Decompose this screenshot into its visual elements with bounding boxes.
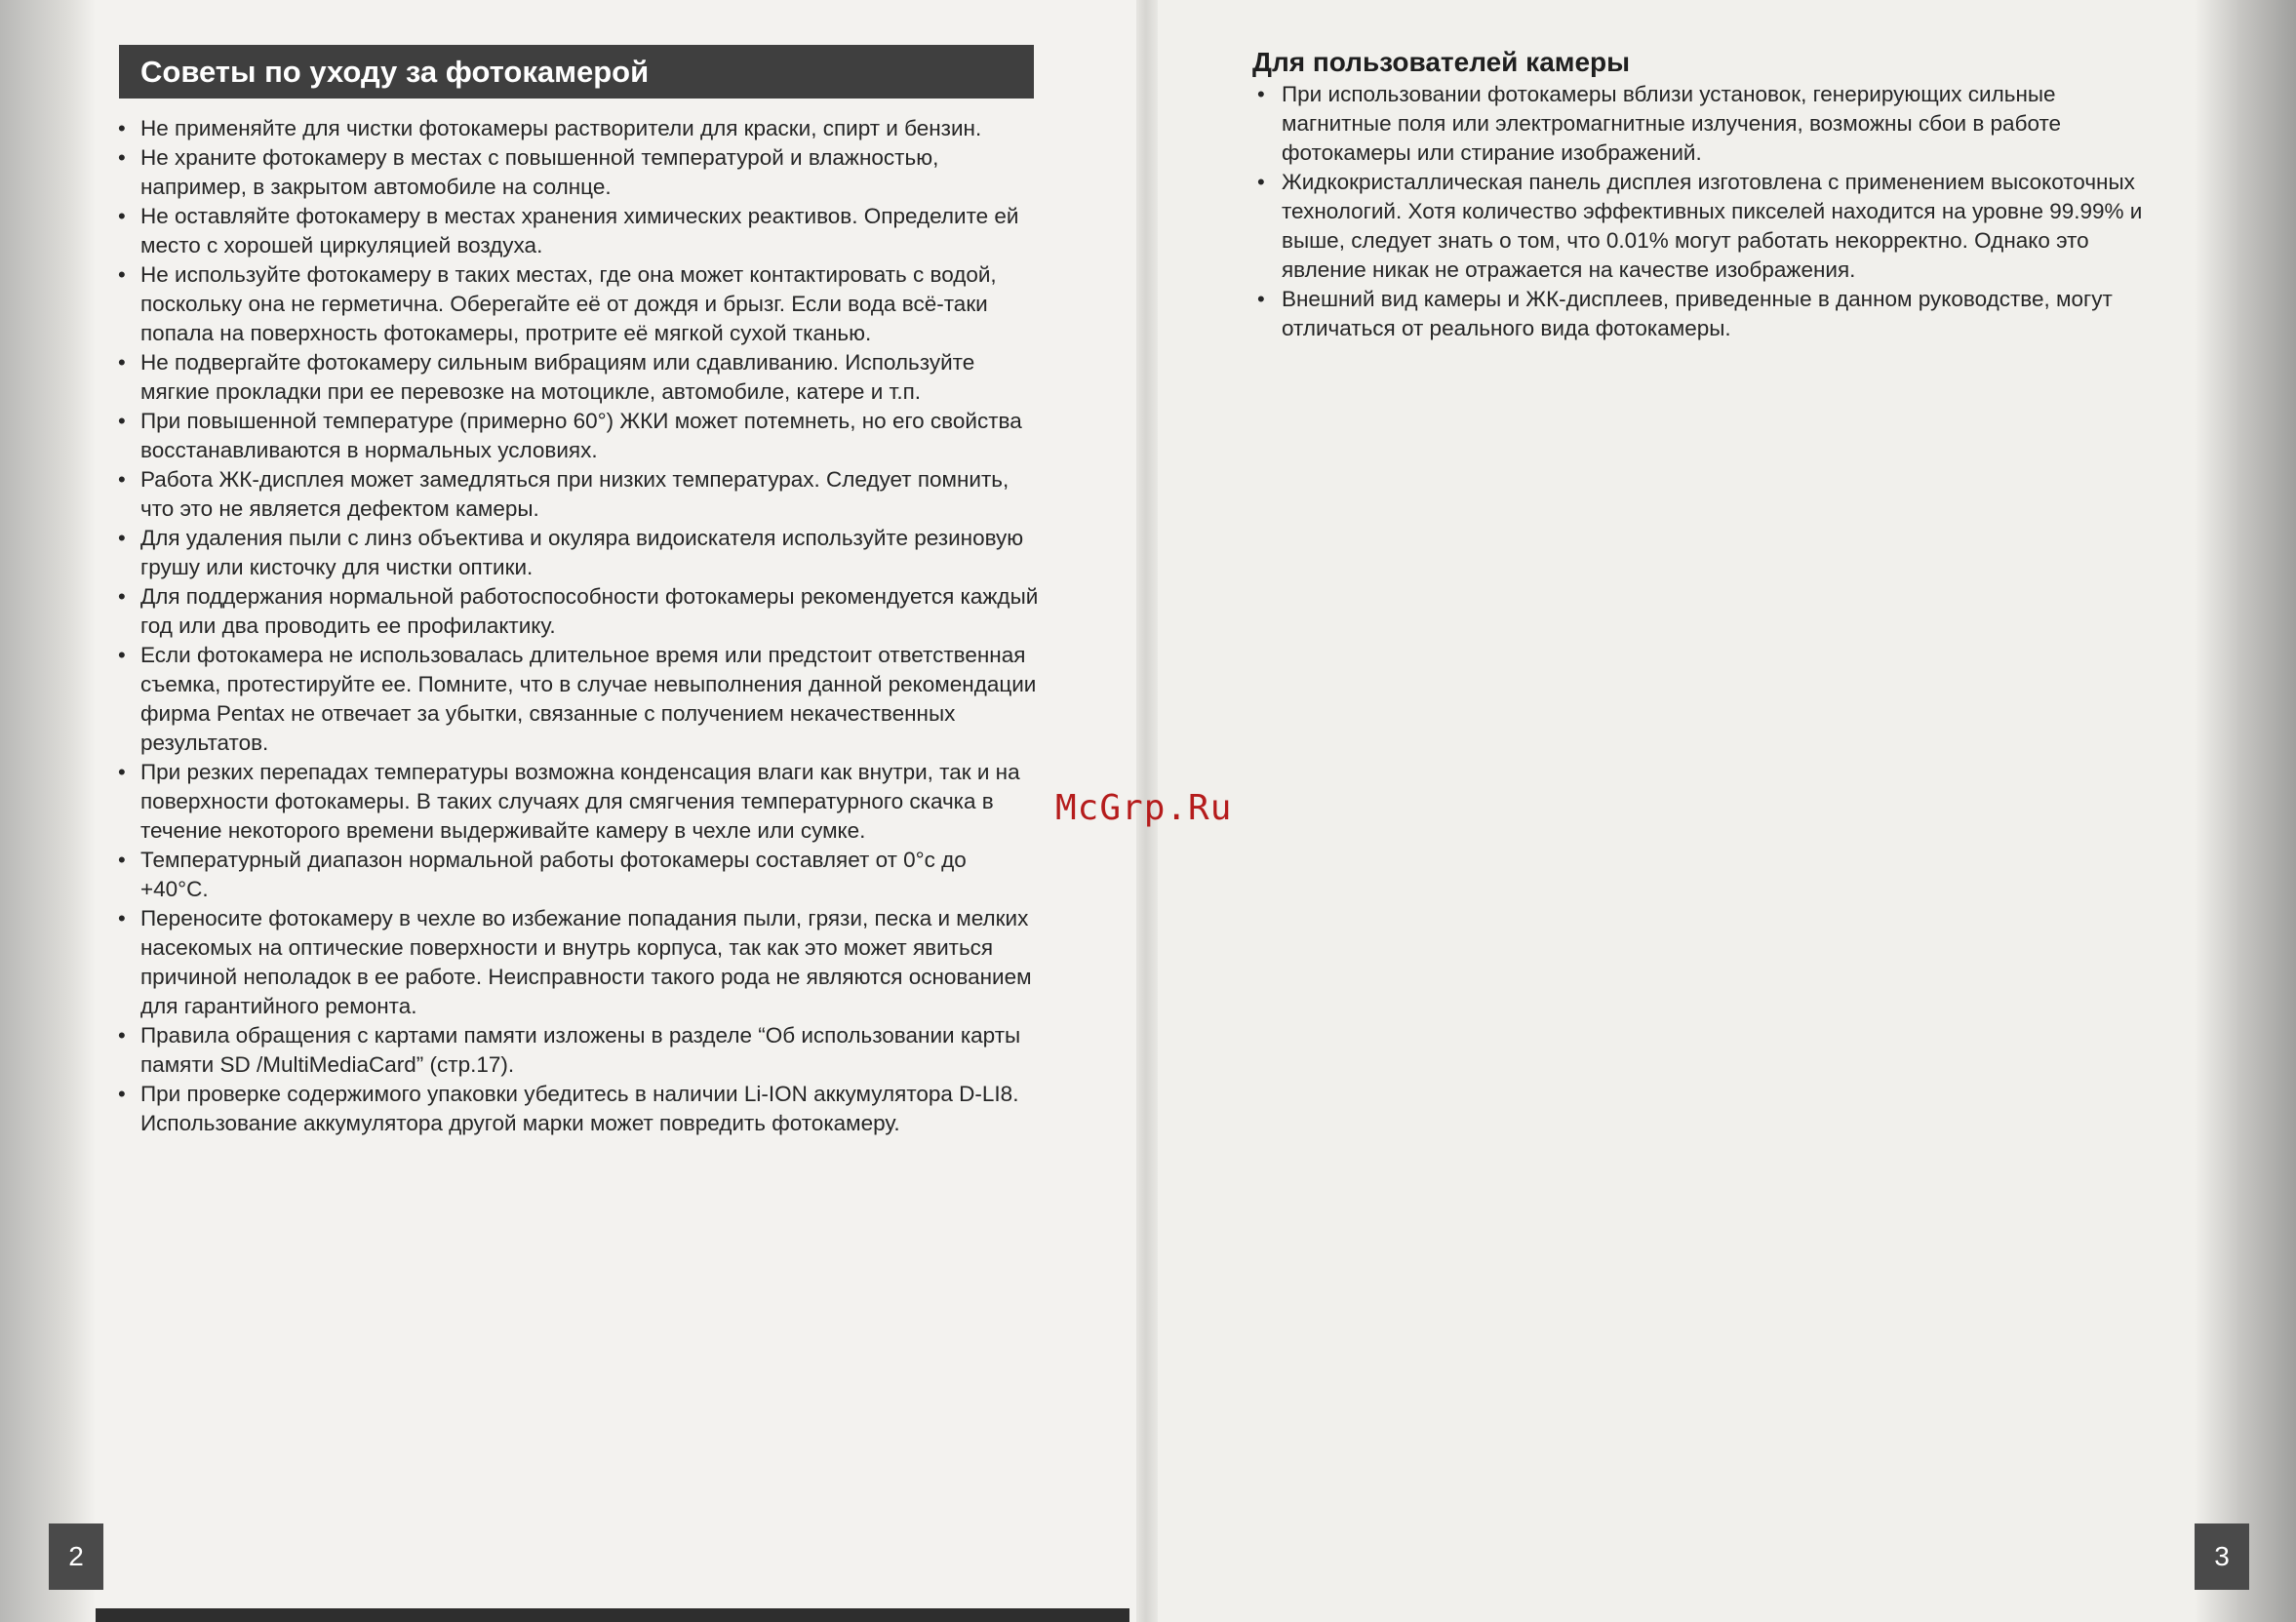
bullet-icon: • <box>118 760 126 784</box>
list-item <box>113 465 1040 524</box>
bullet-icon: • <box>118 526 126 550</box>
list-item <box>113 846 1040 904</box>
info-text: Жидкокристаллическая панель дисплея изготовлена с применением высокоточных технологий. Хотя количество эффективных пикселей находится на уровне 99.99% и выше, следует знать о том, что 0.01% могут работать некорректно. Однако это явление никак не отражается на качестве изображения. <box>1282 170 2143 282</box>
bullet-icon: • <box>1257 82 1265 106</box>
list-item <box>113 1021 1040 1080</box>
list-item <box>113 348 1040 407</box>
care-tips-header: Советы по уходу за фотокамерой <box>119 45 1034 99</box>
tip-text: Не храните фотокамеру в местах с повышенной температурой и влажностью, например, в закрытом автомобиле на солнце. <box>140 145 939 199</box>
list-item <box>113 524 1040 582</box>
list-item <box>113 407 1040 465</box>
page-number-left: 2 <box>49 1523 103 1590</box>
bullet-icon: • <box>118 584 126 609</box>
camera-users-list <box>1252 80 2159 343</box>
bullet-icon: • <box>118 1082 126 1106</box>
bullet-icon: • <box>118 643 126 667</box>
tip-text: Если фотокамера не использовалась длительное время или предстоит ответственная съемка, протестируйте ее. Помните, что в случае невыполнения данной рекомендации фирма Pentax не отвечает за убытки, связанные с получением некачественных результатов. <box>140 643 1037 755</box>
tip-text: При повышенной температуре (примерно 60°) ЖКИ может потемнеть, но его свойства восстанавливаются в нормальных условиях. <box>140 409 1022 462</box>
watermark-text: McGrp.Ru <box>1055 788 1233 828</box>
camera-users-heading: Для пользователей камеры <box>1252 47 1631 77</box>
tip-text: Не применяйте для чистки фотокамеры растворители для краски, спирт и бензин. <box>140 116 982 140</box>
bullet-icon: • <box>1257 287 1265 311</box>
bullet-icon: • <box>118 262 126 287</box>
tip-text: Для поддержания нормальной работоспособности фотокамеры рекомендуется каждый год или два проводить ее профилактику. <box>140 584 1039 638</box>
list-item <box>113 641 1040 758</box>
page-number-right: 3 <box>2195 1523 2249 1590</box>
left-page-edge <box>0 0 96 1622</box>
care-tips-list <box>113 114 1040 1138</box>
list-item <box>113 904 1040 1021</box>
bottom-edge-strip <box>96 1608 1129 1622</box>
list-item <box>113 260 1040 348</box>
bullet-icon: • <box>118 409 126 433</box>
list-item <box>113 582 1040 641</box>
list-item <box>113 758 1040 846</box>
bullet-icon: • <box>118 116 126 140</box>
right-page-edge <box>2195 0 2296 1622</box>
list-item <box>113 1080 1040 1138</box>
list-item <box>1252 285 2159 343</box>
bullet-icon: • <box>118 848 126 872</box>
info-text: При использовании фотокамеры вблизи установок, генерирующих сильные магнитные поля или электромагнитные излучения, возможны сбои в работе фотокамеры или стирание изображений. <box>1282 82 2062 165</box>
list-item <box>1252 80 2159 168</box>
bullet-icon: • <box>118 906 126 930</box>
bullet-icon: • <box>118 467 126 492</box>
tip-text: Переносите фотокамеру в чехле во избежание попадания пыли, грязи, песка и мелких насекомых на оптические поверхности и внутрь корпуса, так как это может явиться причиной неполадок в ее работе. Неисправности такого рода не являются основанием для гарантийного ремонта. <box>140 906 1032 1018</box>
tip-text: Для удаления пыли с линз объектива и окуляра видоискателя используйте резиновую грушу или кисточку для чистки оптики. <box>140 526 1024 579</box>
list-item <box>113 202 1040 260</box>
list-item <box>113 143 1040 202</box>
bullet-icon: • <box>118 350 126 375</box>
tip-text: Не подвергайте фотокамеру сильным вибрациям или сдавливанию. Используйте мягкие прокладки при ее перевозке на мотоцикле, автомобиле, катере и т.п. <box>140 350 975 404</box>
bullet-icon: • <box>118 1023 126 1048</box>
tip-text: При резких перепадах температуры возможна конденсация влаги как внутри, так и на поверхности фотокамеры. В таких случаях для смягчения температурного скачка в течение некоторого времени выдерживайте камеру в чехле или сумке. <box>140 760 1020 843</box>
tip-text: Работа ЖК-дисплея может замедляться при низких температурах. Следует помнить, что это не является дефектом камеры. <box>140 467 1009 521</box>
bullet-icon: • <box>118 145 126 170</box>
list-item <box>113 114 1040 143</box>
list-item <box>1252 168 2159 285</box>
tip-text: Правила обращения с картами памяти изложены в разделе “Об использовании карты памяти SD /MultiMediaCard” (стр.17). <box>140 1023 1021 1077</box>
bullet-icon: • <box>118 204 126 228</box>
bullet-icon: • <box>1257 170 1265 194</box>
tip-text: Не используйте фотокамеру в таких местах, где она может контактировать с водой, поскольку она не герметична. Оберегайте её от дождя и брызг. Если вода всё-таки попала на поверхность фотокамеры, протрите её мягкой сухой тканью. <box>140 262 997 345</box>
tip-text: Температурный диапазон нормальной работы фотокамеры составляет от 0°с до +40°С. <box>140 848 967 901</box>
tip-text: Не оставляйте фотокамеру в местах хранения химических реактивов. Определите ей место с хорошей циркуляцией воздуха. <box>140 204 1019 257</box>
info-text: Внешний вид камеры и ЖК-дисплеев, приведенные в данном руководстве, могут отличаться от реального вида фотокамеры. <box>1282 287 2113 340</box>
tip-text: При проверке содержимого упаковки убедитесь в наличии Li-ION аккумулятора D-LI8. Использование аккумулятора другой марки может повредить фотокамеру. <box>140 1082 1019 1135</box>
